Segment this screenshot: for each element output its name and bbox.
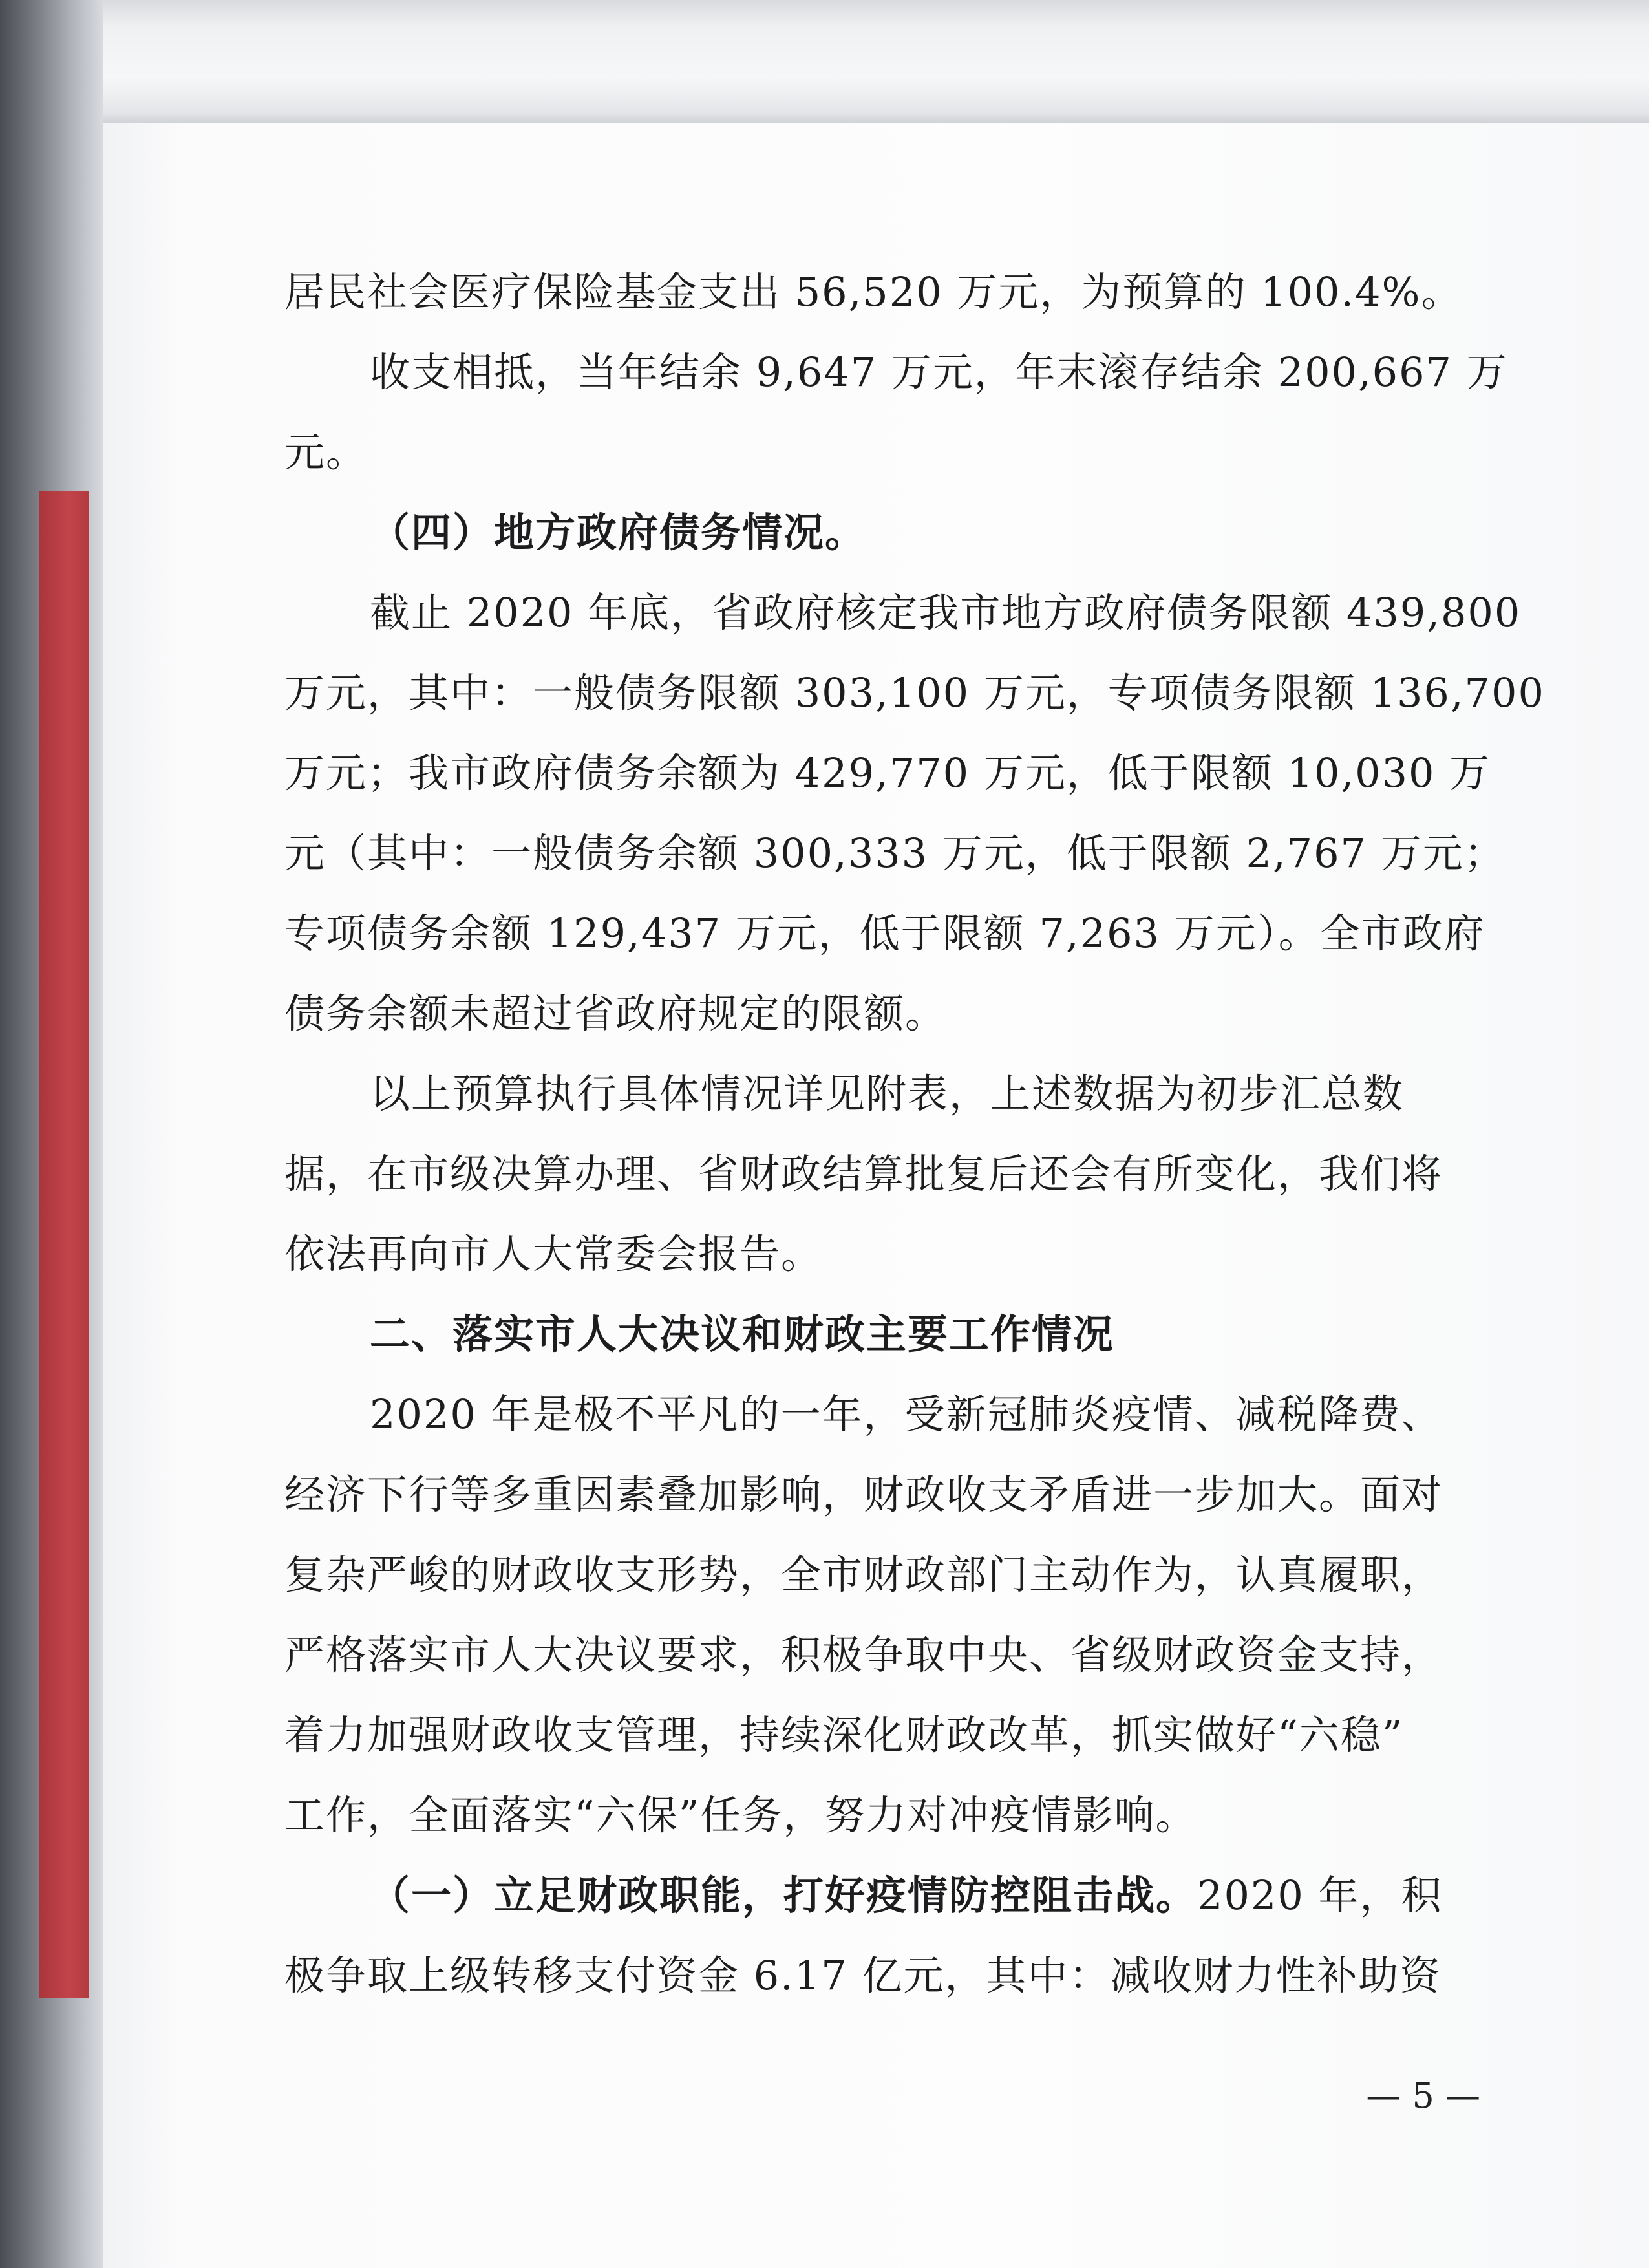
text-line: 复杂严峻的财政收支形势，全市财政部门主动作为，认真履职， — [284, 1551, 1443, 1598]
text-line: 专项债务余额 129,437 万元，低于限额 7,263 万元）。全市政府 — [284, 910, 1485, 957]
text-line: 以上预算执行具体情况详见附表，上述数据为初步汇总数 — [370, 1070, 1405, 1117]
text-line: 据，在市级决算办理、省财政结算批复后还会有所变化，我们将 — [284, 1150, 1443, 1197]
text-line: 2020 年是极不平凡的一年，受新冠肺炎疫情、减税降费、 — [370, 1391, 1443, 1438]
text-line: 依法再向市人大常委会报告。 — [284, 1230, 823, 1278]
document-body — [284, 252, 1545, 2016]
text-line: 经济下行等多重因素叠加影响，财政收支矛盾进一步加大。面对 — [284, 1471, 1443, 1518]
page-number: — 5 — — [1366, 2075, 1480, 2116]
text-span: 2020 年，积 — [1197, 1872, 1443, 1919]
section-heading: （四）地方政府债务情况。 — [370, 509, 867, 556]
red-cover-edge — [39, 491, 89, 1998]
text-line: 收支相抵，当年结余 9,647 万元，年末滚存结余 200,667 万 — [370, 348, 1508, 396]
text-line: 万元，其中：一般债务限额 303,100 万元，专项债务限额 136,700 — [284, 669, 1545, 716]
text-line: 工作，全面落实“六保”任务，努力对冲疫情影响。 — [284, 1792, 1197, 1839]
chapter-heading: 二、落实市人大决议和财政主要工作情况 — [370, 1311, 1115, 1358]
text-line: 极争取上级转移支付资金 6.17 亿元，其中：减收财力性补助资 — [284, 1952, 1442, 1999]
text-line: 截止 2020 年底，省政府核定我市地方政府债务限额 439,800 — [370, 589, 1522, 636]
subsection-heading: （一）立足财政职能，打好疫情防控阻击战。 — [370, 1872, 1198, 1919]
page-top-fold — [103, 0, 1649, 123]
text-line: 着力加强财政收支管理，持续深化财政改革，抓实做好“六稳” — [284, 1711, 1404, 1759]
text-line: 元（其中：一般债务余额 300,333 万元，低于限额 2,767 万元； — [284, 829, 1505, 877]
text-line: 居民社会医疗保险基金支出 56,520 万元，为预算的 100.4%。 — [284, 268, 1463, 316]
text-line: 元。 — [284, 429, 368, 476]
text-line: 万元；我市政府债务余额为 429,770 万元，低于限额 10,030 万 — [284, 749, 1491, 797]
text-line: 债务余额未超过省政府规定的限额。 — [284, 990, 947, 1037]
mixed-heading-line — [284, 1856, 1475, 1936]
text-line: 严格落实市人大决议要求，积极争取中央、省级财政资金支持， — [284, 1631, 1443, 1678]
